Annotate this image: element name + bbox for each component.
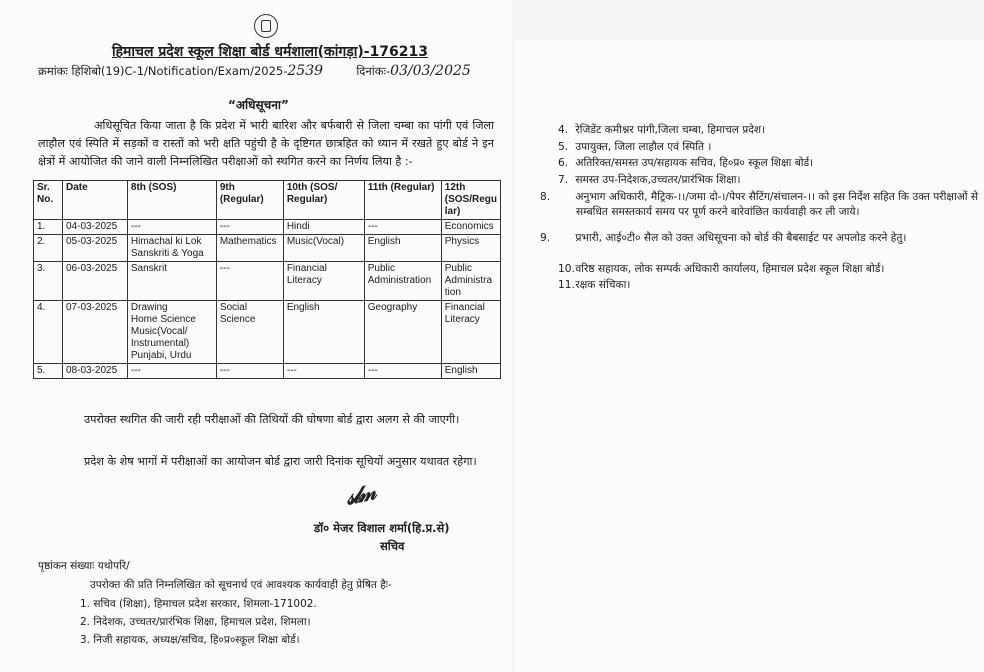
table-cell: Sanskrit (127, 262, 216, 301)
table-cell: 3. (34, 262, 63, 301)
table-cell: Mathematics (216, 235, 283, 262)
copy-number: 11. (558, 279, 575, 291)
date-label: दिनांकः- (356, 64, 391, 78)
table-header-row (34, 181, 501, 220)
copy-number: 5. (558, 141, 569, 153)
signature-mark-icon: 𝓈𝓁𝓂 (343, 479, 377, 511)
postponement-paragraph: उपरोक्त स्थगित की जारी रही परीक्षाओं की तिथियों की घोषणा बोर्ड द्वारा अलग से की जाएगी। (84, 413, 460, 426)
copy-item: 1. सचिव (शिक्षा), हिमाचल प्रदेश सरकार, शिमला-171002. (80, 598, 317, 610)
reference-prefix: क्रमांकः हिशिबो(19)C-1/Notification/Exam/2025- (38, 64, 288, 78)
intro-paragraph: अधिसूचित किया जाता है कि प्रदेश में भारी बारिश और बर्फबारी से जिला चम्बा का पांगी एवं जिला लाहौल एवं स्पिति में सड़कों व रास्तों को भरी क्षति पहुंची है के दृष्टिगत छात्रहित को ध्यान में रखते हुए बोर्ड ने इन क्षेत्रों में आयोजित की जाने वाली निम्नलिखित परीक्षाओं को स्थगित करने का निर्णय लिया है :- (38, 119, 494, 168)
notification-page-right (514, 40, 984, 672)
copy-item (540, 190, 984, 220)
schedule-paragraph: प्रदेश के शेष भागों में परीक्षाओं का आयोजन बोर्ड द्वारा जारी दिनांक सूचियों अनुसार यथावत रहेगा। (84, 455, 477, 468)
table-cell: Financial Literacy (441, 301, 500, 364)
signatory-name: डॉ० मेजर विशाल शर्मा(हि.प्र.से) (314, 521, 450, 535)
table-cell: 07-03-2025 (62, 301, 127, 364)
copy-item (558, 156, 978, 171)
table-row (34, 220, 501, 235)
table-cell: 4. (34, 301, 63, 364)
col-header: 8th (SOS) (127, 181, 216, 220)
table-cell: Hindi (283, 220, 364, 235)
copy-text: समस्त उप-निदेशक,उच्चतर/प्रारंभिक शिक्षा। (575, 174, 741, 186)
table-cell: --- (364, 220, 441, 235)
copy-item (558, 262, 978, 277)
table-cell: Economics (441, 220, 500, 235)
col-header: 10th (SOS/ Regular) (283, 181, 364, 220)
table-cell: Social Science (216, 301, 283, 364)
date-value: 03/03/2025 (390, 63, 471, 79)
table-cell: --- (364, 364, 441, 379)
table-cell: 06-03-2025 (62, 262, 127, 301)
col-header: Sr. No. (34, 181, 63, 220)
table-cell: 05-03-2025 (62, 235, 127, 262)
copy-text: प्रभारी, आई०टी० सैल को उक्त अधिसूचना को बोर्ड की बैबसाईट पर अपलोड करने हेतु। (575, 232, 907, 244)
table-cell: 5. (34, 364, 63, 379)
copy-text: वरिष्ठ सहायक, लोक सम्पर्क अधिकारी कार्यालय, हिमाचल प्रदेश स्कूल शिक्षा बोर्ड। (575, 263, 885, 275)
table-cell: --- (283, 364, 364, 379)
table-row (34, 235, 501, 262)
col-header: 12th (SOS/Regu lar) (441, 181, 500, 220)
table-cell: --- (216, 220, 283, 235)
copy-text: रेजिडेंट कमीश्नर पांगी,जिला चम्बा, हिमाचल प्रदेश। (575, 124, 766, 136)
board-header: हिमाचल प्रदेश स्कूल शिक्षा बोर्ड धर्मशाला(कांगड़ा)-176213 (112, 44, 429, 60)
table-cell: --- (127, 364, 216, 379)
table-cell: Geography (364, 301, 441, 364)
table-cell: Music(Vocal) (283, 235, 364, 262)
endorsement-label: पृष्ठांकन संख्याः यथोपरि/ (38, 560, 130, 572)
table-cell: Himachal ki Lok Sanskriti & Yoga (127, 235, 216, 262)
table-cell: English (283, 301, 364, 364)
table-cell: 08-03-2025 (62, 364, 127, 379)
table-cell: 04-03-2025 (62, 220, 127, 235)
copy-number: 8. (540, 191, 551, 203)
copy-text: उपायुक्त, जिला लाहौल एवं स्पिति । (575, 141, 712, 153)
table-cell: English (441, 364, 500, 379)
copy-item (540, 231, 984, 246)
reference-line (38, 63, 471, 79)
table-cell: Public Administra tion (441, 262, 500, 301)
copy-number: 4. (558, 124, 569, 136)
copy-item (558, 278, 978, 293)
endorsement-intro: उपरोक्त की प्रति निम्नलिखित को सूचनार्थ एवं आवश्यक कार्यवाही हेतु प्रेषित हैः- (90, 579, 392, 591)
copy-number: 7. (558, 174, 569, 186)
copy-item (558, 123, 978, 138)
signatory-title: सचिव (380, 539, 405, 553)
copy-item: 3. निजी सहायक, अध्यक्ष/सचिव, हि०प्र०स्कूल शिक्षा बोर्ड। (80, 634, 300, 646)
copy-item (558, 140, 978, 155)
table-row (34, 301, 501, 364)
copy-item (558, 173, 978, 188)
table-cell: Drawing Home Science Music(Vocal/ Instrumental) Punjabi, Urdu (127, 301, 216, 364)
col-header: 11th (Regular) (364, 181, 441, 220)
table-cell: Physics (441, 235, 500, 262)
table-cell: --- (127, 220, 216, 235)
copy-text: अनुभाग अधिकारी, मैट्रिक-।।/जमा दो-।/पेपर सैटिंग/संचालन-।। को इस निर्देश सहित कि उक्त परीक्षाओं से सम्बधित समस्तकार्य समय पर पूर्ण करने बारेवांछित कार्यवाही कर ली जाये। (575, 191, 979, 218)
board-emblem-icon (254, 14, 278, 38)
table-cell: English (364, 235, 441, 262)
col-header: 9th (Regular) (216, 181, 283, 220)
col-header: Date (62, 181, 127, 220)
table-cell: --- (216, 364, 283, 379)
table-cell: --- (216, 262, 283, 301)
postponed-exams-table (33, 180, 501, 379)
copy-text: अतिरिक्त/समस्त उप/सहायक सचिव, हि०प्र० स्कूल शिक्षा बोर्ड। (575, 157, 814, 169)
copy-number: 9. (540, 232, 551, 244)
table-cell: 1. (34, 220, 63, 235)
reference-number: 2539 (287, 63, 324, 79)
notification-title: “अधिसूचना” (228, 98, 289, 112)
table-cell: Financial Literacy (283, 262, 364, 301)
copy-number: 10. (558, 263, 575, 275)
copy-number: 6. (558, 157, 569, 169)
table-cell: Public Administration (364, 262, 441, 301)
copy-text: रक्षक संचिका। (575, 279, 631, 291)
table-row (34, 262, 501, 301)
table-row (34, 364, 501, 379)
table-cell: 2. (34, 235, 63, 262)
copy-item: 2. निदेशक, उच्चतर/प्रारंभिक शिक्षा, हिमाचल प्रदेश, शिमला। (80, 616, 311, 628)
